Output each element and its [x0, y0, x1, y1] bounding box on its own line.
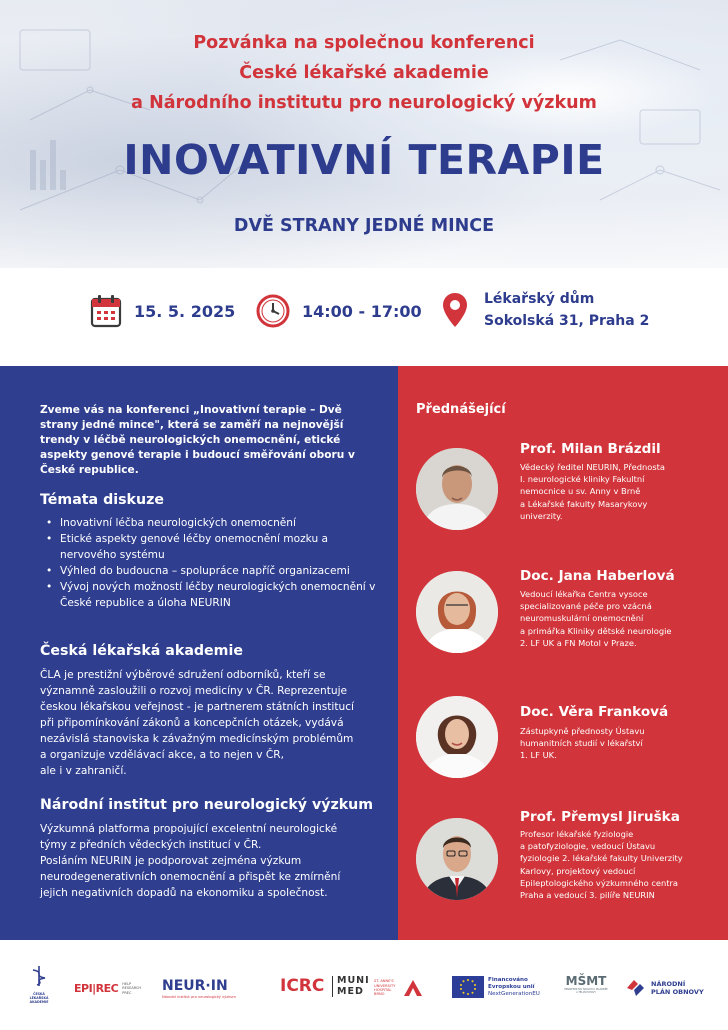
venue-name: Lékařský dům [484, 291, 595, 307]
event-time: 14:00 - 17:00 [302, 301, 422, 321]
neurin-title: Národní institut pro neurologický výzkum [40, 797, 374, 813]
topics-list [46, 515, 376, 611]
location-pin-icon [442, 292, 468, 328]
speaker-photo [416, 696, 498, 778]
intro-text: Zveme vás na konferenci „Inovativní terapie – Dvě strany jedné mince", která se zaměří na nejnovější trendy v léčbě neurologických onemocnění, etické aspekty genové terapie i budoucí směřování oboru v České republice. [40, 404, 355, 476]
speaker-description: Vědecký ředitel NEURIN, Přednosta I. neurologické kliniky Fakultní nemocnice u sv. Anny v Brně a Lékařské fakulty Masarykovy univerzity. [520, 462, 665, 521]
event-title: INOVATIVNÍ TERAPIE [123, 136, 605, 184]
calendar-icon [90, 294, 122, 328]
speaker-name: Doc. Věra Franková [520, 704, 669, 720]
partner-logos-footer [0, 940, 728, 1030]
date-block [90, 294, 235, 328]
speaker-photo [416, 448, 498, 530]
npo-logo: NÁRODNÍ PLÁN OBNOVY [624, 976, 704, 1000]
eu-flag-icon [452, 976, 484, 998]
clock-icon [256, 294, 290, 328]
location-block [442, 288, 649, 332]
time-block [256, 294, 422, 328]
venue-address: Sokolská 31, Praha 2 [484, 313, 650, 329]
epirec-logo: EPI|REC HELP RESEARCH PREC [74, 982, 142, 995]
icrc-logo: ICRC [280, 976, 325, 996]
speakers-title: Přednášející [416, 402, 506, 417]
invitation-line-1: Pozvánka na společnou konferenci [193, 33, 535, 53]
neurin-text: Výzkumná platforma propojující excelentní neurologické týmy z předních vědeckých institucí v ČR. Posláním NEURIN je podporovat zejména výzkum neurodegenerativních onemocnění a přispět ke zmírnění jejich negativních dopadů na ekonomiku a společnost. [40, 823, 341, 899]
invitation-line-3: a Národního institutu pro neurologický výzkum [131, 93, 597, 113]
npo-emblem-icon [624, 976, 648, 1000]
topic-item: • Vývoj nových možností léčby neurologických onemocnění v České republice a úloha NEURIN [46, 579, 376, 611]
topic-item: • Výhled do budoucna – spolupráce napříč organizacemi [46, 563, 376, 579]
speakers-column [398, 366, 728, 940]
cla-title: Česká lékařská akademie [40, 643, 243, 659]
topics-title: Témata diskuze [40, 492, 164, 508]
caduceus-icon [29, 964, 49, 988]
eu-funding-logo: Financováno Evropskou unií NextGenerationEU [452, 976, 540, 998]
cla-logo: ČESKÁ LÉKAŘSKÁ AKADEMIE [26, 964, 52, 1004]
speaker-description: Zástupkyně přednosty Ústavu humanitních studií v lékařství 1. LF UK. [520, 726, 645, 761]
speaker-description: Profesor lékařské fyziologie a patofyziologie, vedoucí Ústavu fyziologie 2. lékařské fakulty Univerzity Karlovy, projektový vedoucí Epileptologického výzkumného centra Praha a vedoucí 3. pilíře NEURIN [520, 829, 683, 901]
msmt-logo: MŠMT MINISTERSTVO ŠKOLSTVÍ, MLÁDEŽE A TĚLOVÝCHOVY [564, 974, 608, 994]
neurin-logo: NEUR·IN Národní institut pro neurologický výzkum [162, 978, 236, 999]
event-info-strip [0, 268, 728, 366]
invitation-line-2: České lékařské akademie [239, 63, 489, 83]
event-date: 15. 5. 2025 [134, 301, 236, 321]
st-annes-emblem-icon [402, 978, 424, 998]
speaker-photo [416, 571, 498, 653]
speaker-name: Prof. Přemysl Jiruška [520, 809, 680, 825]
muni-med-logo: MUNI MED [332, 976, 370, 997]
topic-item: • Inovativní léčba neurologických onemocnění [46, 515, 376, 531]
speaker-name: Prof. Milan Brázdil [520, 441, 661, 457]
st-annes-logo: ST. ANNE'S UNIVERSITY HOSPITAL BRNO [374, 978, 424, 998]
topic-item: • Etické aspekty genové léčby onemocnění mozku a nervového systému [46, 531, 376, 563]
header-banner [0, 0, 728, 268]
speaker-description: Vedoucí lékařka Centra vysoce specializované péče pro vzácná neuromuskulární onemocnění a primářka Kliniky dětské neurologie 2. LF UK a FN Motol v Praze. [520, 589, 672, 648]
about-column [0, 366, 398, 940]
event-subtitle: DVĚ STRANY JEDNÉ MINCE [233, 216, 495, 236]
speaker-name: Doc. Jana Haberlová [520, 568, 675, 584]
cla-text: ČLA je prestižní výběrové sdružení odborníků, kteří se významně zasloužili o rozvoj medicíny v ČR. Reprezentuje českou lékařskou veřejnost - je partnerem státních institucí při připomínkování zákonů a koncepčních otázek, vydává nezávislá stanoviska k závažným medicínským problémům a organizuje vzdělávací akce, a to nejen v ČR, ale i v zahraničí. [40, 669, 354, 777]
speaker-photo [416, 818, 498, 900]
